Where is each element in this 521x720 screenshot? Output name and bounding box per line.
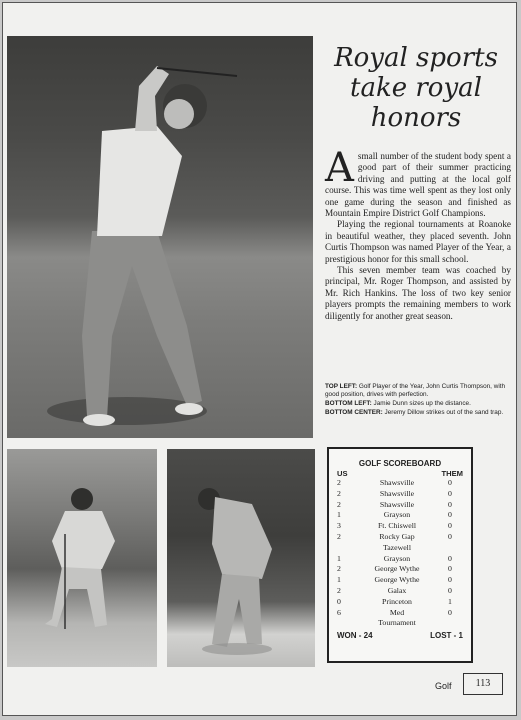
score-them: 0 [448, 553, 452, 563]
title-line-3: honors [370, 103, 462, 133]
body-paragraph-2: Playing the regional tournaments at Roanoke in beautiful weather, they placed seventh. John Curtis Thompson was named Player of the Year, a prestigious honor for this small school. [325, 219, 511, 264]
score-them: 0 [448, 575, 452, 585]
caption-text: Golf Player of the Year, John Curtis Thompson, with good position, drives with perfection. [325, 383, 506, 398]
opponent-name: Princeton [382, 596, 412, 606]
caption-bottom-left [325, 400, 511, 408]
caption-label: TOP LEFT: [325, 383, 358, 390]
drop-cap: A [325, 145, 354, 191]
score-them: 0 [448, 510, 452, 520]
opponent-name: Shawsville [379, 488, 415, 498]
caption-top-left [325, 383, 511, 399]
body-paragraph-1 [325, 145, 511, 219]
score-us: 2 [337, 478, 341, 487]
caption-text: Jeremy Dillow strikes out of the sand trap. [384, 409, 504, 416]
scoreboard-lost: LOST - 1 [430, 631, 463, 641]
section-label: Golf [435, 681, 452, 691]
caption-label: BOTTOM CENTER: [325, 409, 383, 416]
caption-label: BOTTOM LEFT: [325, 400, 372, 407]
scoreboard-row [337, 510, 463, 521]
yearbook-page [2, 2, 517, 716]
score-us: 0 [337, 596, 341, 606]
caption-bottom-center [325, 409, 511, 417]
scoreboard-title: GOLF SCOREBOARD [358, 459, 442, 468]
score-them: 0 [448, 564, 452, 574]
body-paragraph-3: This seven member team was coached by principal, Mr. Roger Thompson, and assisted by Mr. Rich Hankins. The loss of two key senior players prompts the remaining members to work diligently for another great season. [325, 265, 511, 321]
score-them: 0 [448, 607, 452, 617]
golfer-crouching-figure [7, 449, 157, 667]
caption-text: Jamie Dunn sizes up the distance. [373, 400, 471, 407]
score-us: 1 [337, 575, 341, 585]
page-title [321, 43, 511, 133]
scoreboard-header [329, 469, 471, 478]
opponent-name: Grayson [383, 510, 411, 520]
opponent-name: Tournament [378, 618, 416, 628]
body-paragraph-1-text: small number of the student body spent a good part of their summer practicing driving and putting at the local golf course. This was time well spent as they lost only one game during the season and finished as Mountain Empire District Golf Champions. [325, 151, 511, 219]
scoreboard-row [337, 575, 463, 586]
opponent-name: Shawsville [379, 478, 415, 487]
score-them: 0 [448, 531, 452, 541]
score-them: 0 [448, 488, 452, 498]
scoreboard-row [337, 489, 463, 500]
scoreboard-row [337, 554, 463, 565]
opponent-name: Rocky Gap [379, 531, 415, 541]
title-line-1: Royal sports [334, 43, 498, 73]
photo-golfer-sizing-up [7, 449, 157, 667]
opponent-name: George Wythe [374, 575, 420, 585]
golfer-swing-figure [7, 36, 313, 438]
score-us: 6 [337, 607, 341, 617]
golf-scoreboard [327, 447, 473, 663]
scoreboard-totals [329, 631, 471, 640]
opponent-name: George Wythe [374, 564, 420, 574]
score-them: 0 [448, 521, 452, 531]
photo-golfer-swing [7, 36, 313, 438]
score-them: 0 [448, 478, 452, 487]
score-us [337, 543, 357, 554]
opponent-name: Tazewell [382, 542, 412, 552]
scoreboard-row [337, 543, 463, 554]
page-number: 113 [463, 673, 503, 695]
scoreboard-row [337, 586, 463, 597]
scoreboard-won: WON - 24 [337, 631, 373, 641]
scoreboard-row [337, 532, 463, 543]
score-us: 1 [337, 553, 341, 563]
score-us: 2 [337, 499, 341, 509]
scoreboard-row [337, 618, 463, 629]
article-body [325, 145, 511, 322]
score-us [337, 618, 357, 629]
score-them [437, 543, 463, 554]
score-us: 2 [337, 585, 341, 595]
scoreboard-us-header: US [337, 469, 348, 478]
score-us: 2 [337, 531, 341, 541]
score-us: 2 [337, 564, 341, 574]
opponent-name: Grayson [383, 553, 411, 563]
scoreboard-them-header: THEM [441, 469, 463, 478]
opponent-name: Galax [387, 585, 407, 595]
scoreboard-row [337, 521, 463, 532]
scoreboard-rows [329, 478, 471, 629]
golfer-sand-trap-figure [167, 449, 315, 667]
scoreboard-row [337, 564, 463, 575]
score-them: 0 [448, 499, 452, 509]
opponent-name: Shawsville [379, 499, 415, 509]
score-them: 0 [448, 585, 452, 595]
score-them: 1 [448, 596, 452, 606]
photo-captions [325, 383, 511, 418]
title-line-2: take royal [350, 73, 482, 103]
score-us: 2 [337, 488, 341, 498]
score-them [437, 618, 463, 629]
photo-golfer-sand-trap [167, 449, 315, 667]
scoreboard-row [337, 500, 463, 511]
opponent-name: Ft. Chiswell [377, 521, 417, 531]
opponent-name: Med [389, 607, 405, 617]
scoreboard-row [337, 478, 463, 489]
score-us: 3 [337, 521, 341, 531]
score-us: 1 [337, 510, 341, 520]
scoreboard-row [337, 608, 463, 619]
scoreboard-row [337, 597, 463, 608]
